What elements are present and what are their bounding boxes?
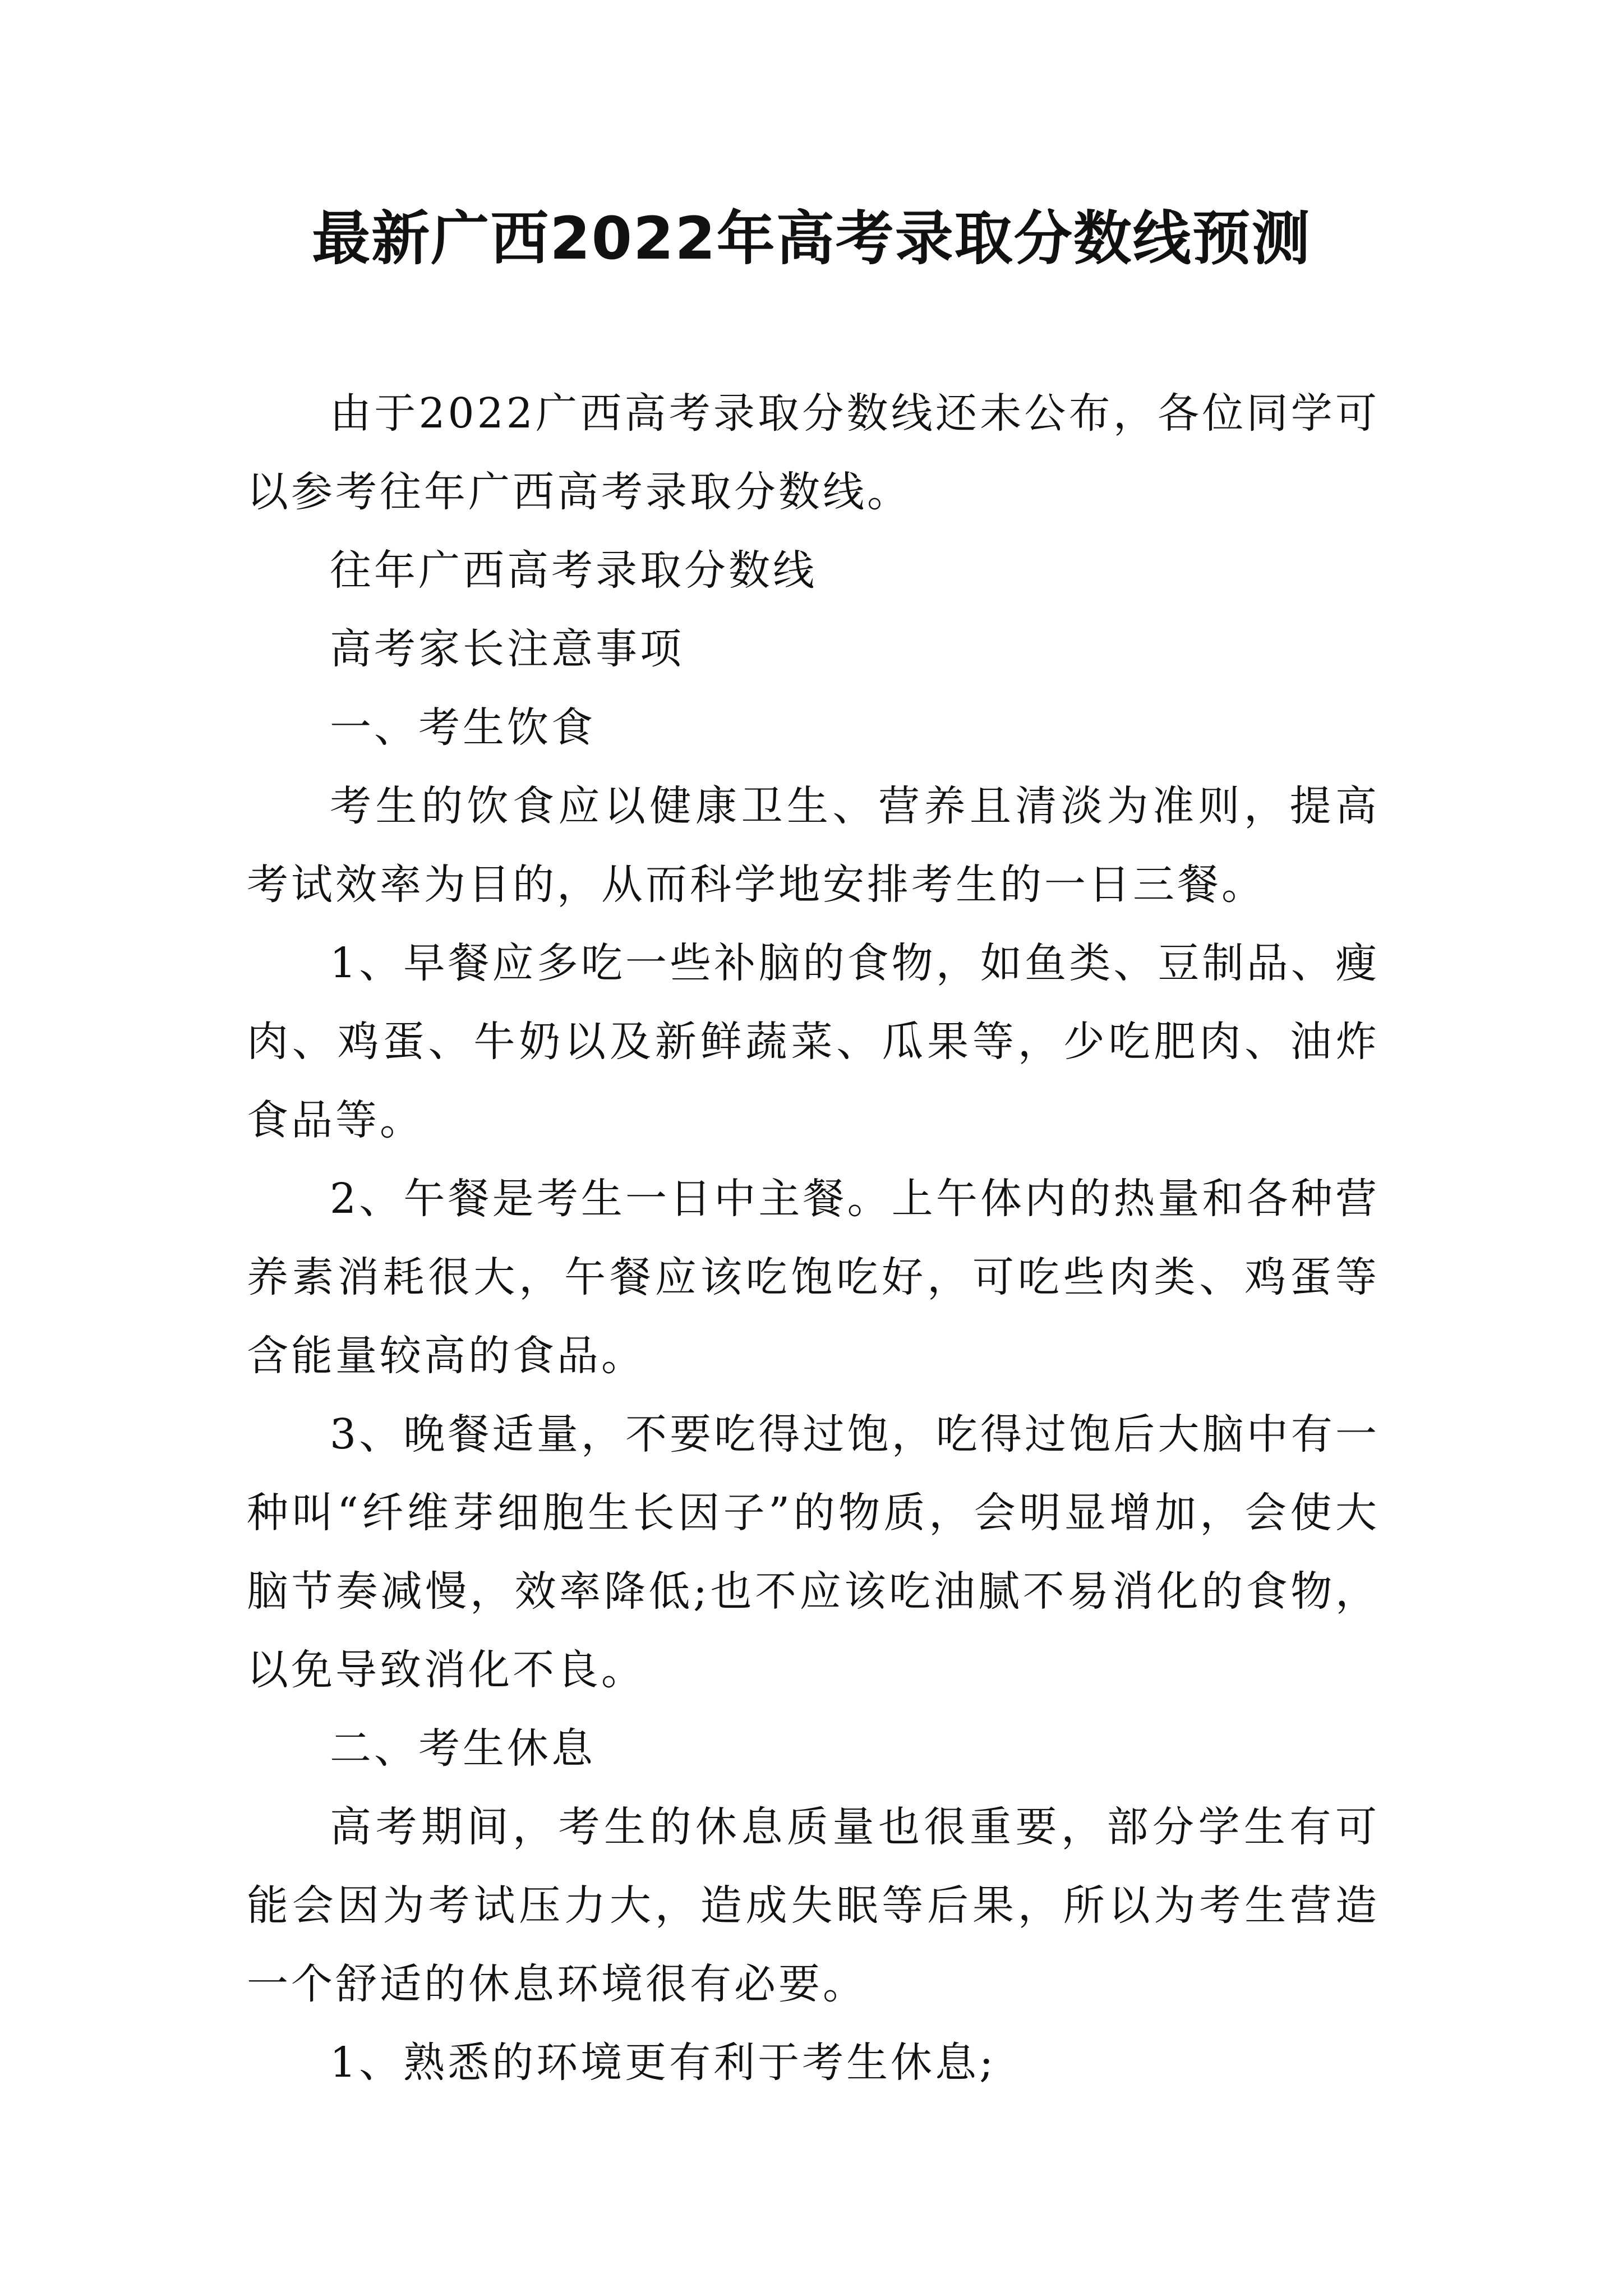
section-heading-rest: 二、考生休息 bbox=[330, 1724, 596, 1773]
document-body bbox=[247, 374, 1380, 2102]
diet-intro-paragraph: 考生的饮食应以健康卫生、营养且清淡为准则，提高考试效率为目的，从而科学地安排考生的一日三餐。 bbox=[247, 782, 1380, 909]
section-heading-diet: 一、考生饮食 bbox=[330, 703, 596, 752]
intro-paragraph: 由于2022广西高考录取分数线还未公布，各位同学可以参考往年广西高考录取分数线。 bbox=[247, 389, 1380, 516]
diet-dinner-paragraph: 3、晚餐适量，不要吃得过饱，吃得过饱后大脑中有一种叫“纤维芽细胞生长因子”的物质，会明显增加，会使大脑节奏减慢，效率降低;也不应该吃油腻不易消化的食物，以免导致消化不良。 bbox=[247, 1410, 1380, 1694]
rest-intro-paragraph: 高考期间，考生的休息质量也很重要，部分学生有可能会因为考试压力大，造成失眠等后果，所以为考生营造一个舒适的休息环境很有必要。 bbox=[247, 1803, 1380, 2008]
document-title: 最新广西2022年高考录取分数线预测 bbox=[312, 204, 1311, 273]
heading-past-scores: 往年广西高考录取分数线 bbox=[330, 546, 817, 595]
diet-breakfast-paragraph: 1、早餐应多吃一些补脑的食物，如鱼类、豆制品、瘦肉、鸡蛋、牛奶以及新鲜蔬菜、瓜果等，少吃肥肉、油炸食品等。 bbox=[247, 939, 1380, 1144]
heading-parent-notes: 高考家长注意事项 bbox=[330, 625, 684, 673]
rest-item-1-paragraph: 1、熟悉的环境更有利于考生休息; bbox=[330, 2039, 997, 2087]
diet-lunch-paragraph: 2、午餐是考生一日中主餐。上午体内的热量和各种营养素消耗很大，午餐应该吃饱吃好，可吃些肉类、鸡蛋等含能量较高的食品。 bbox=[247, 1175, 1380, 1380]
